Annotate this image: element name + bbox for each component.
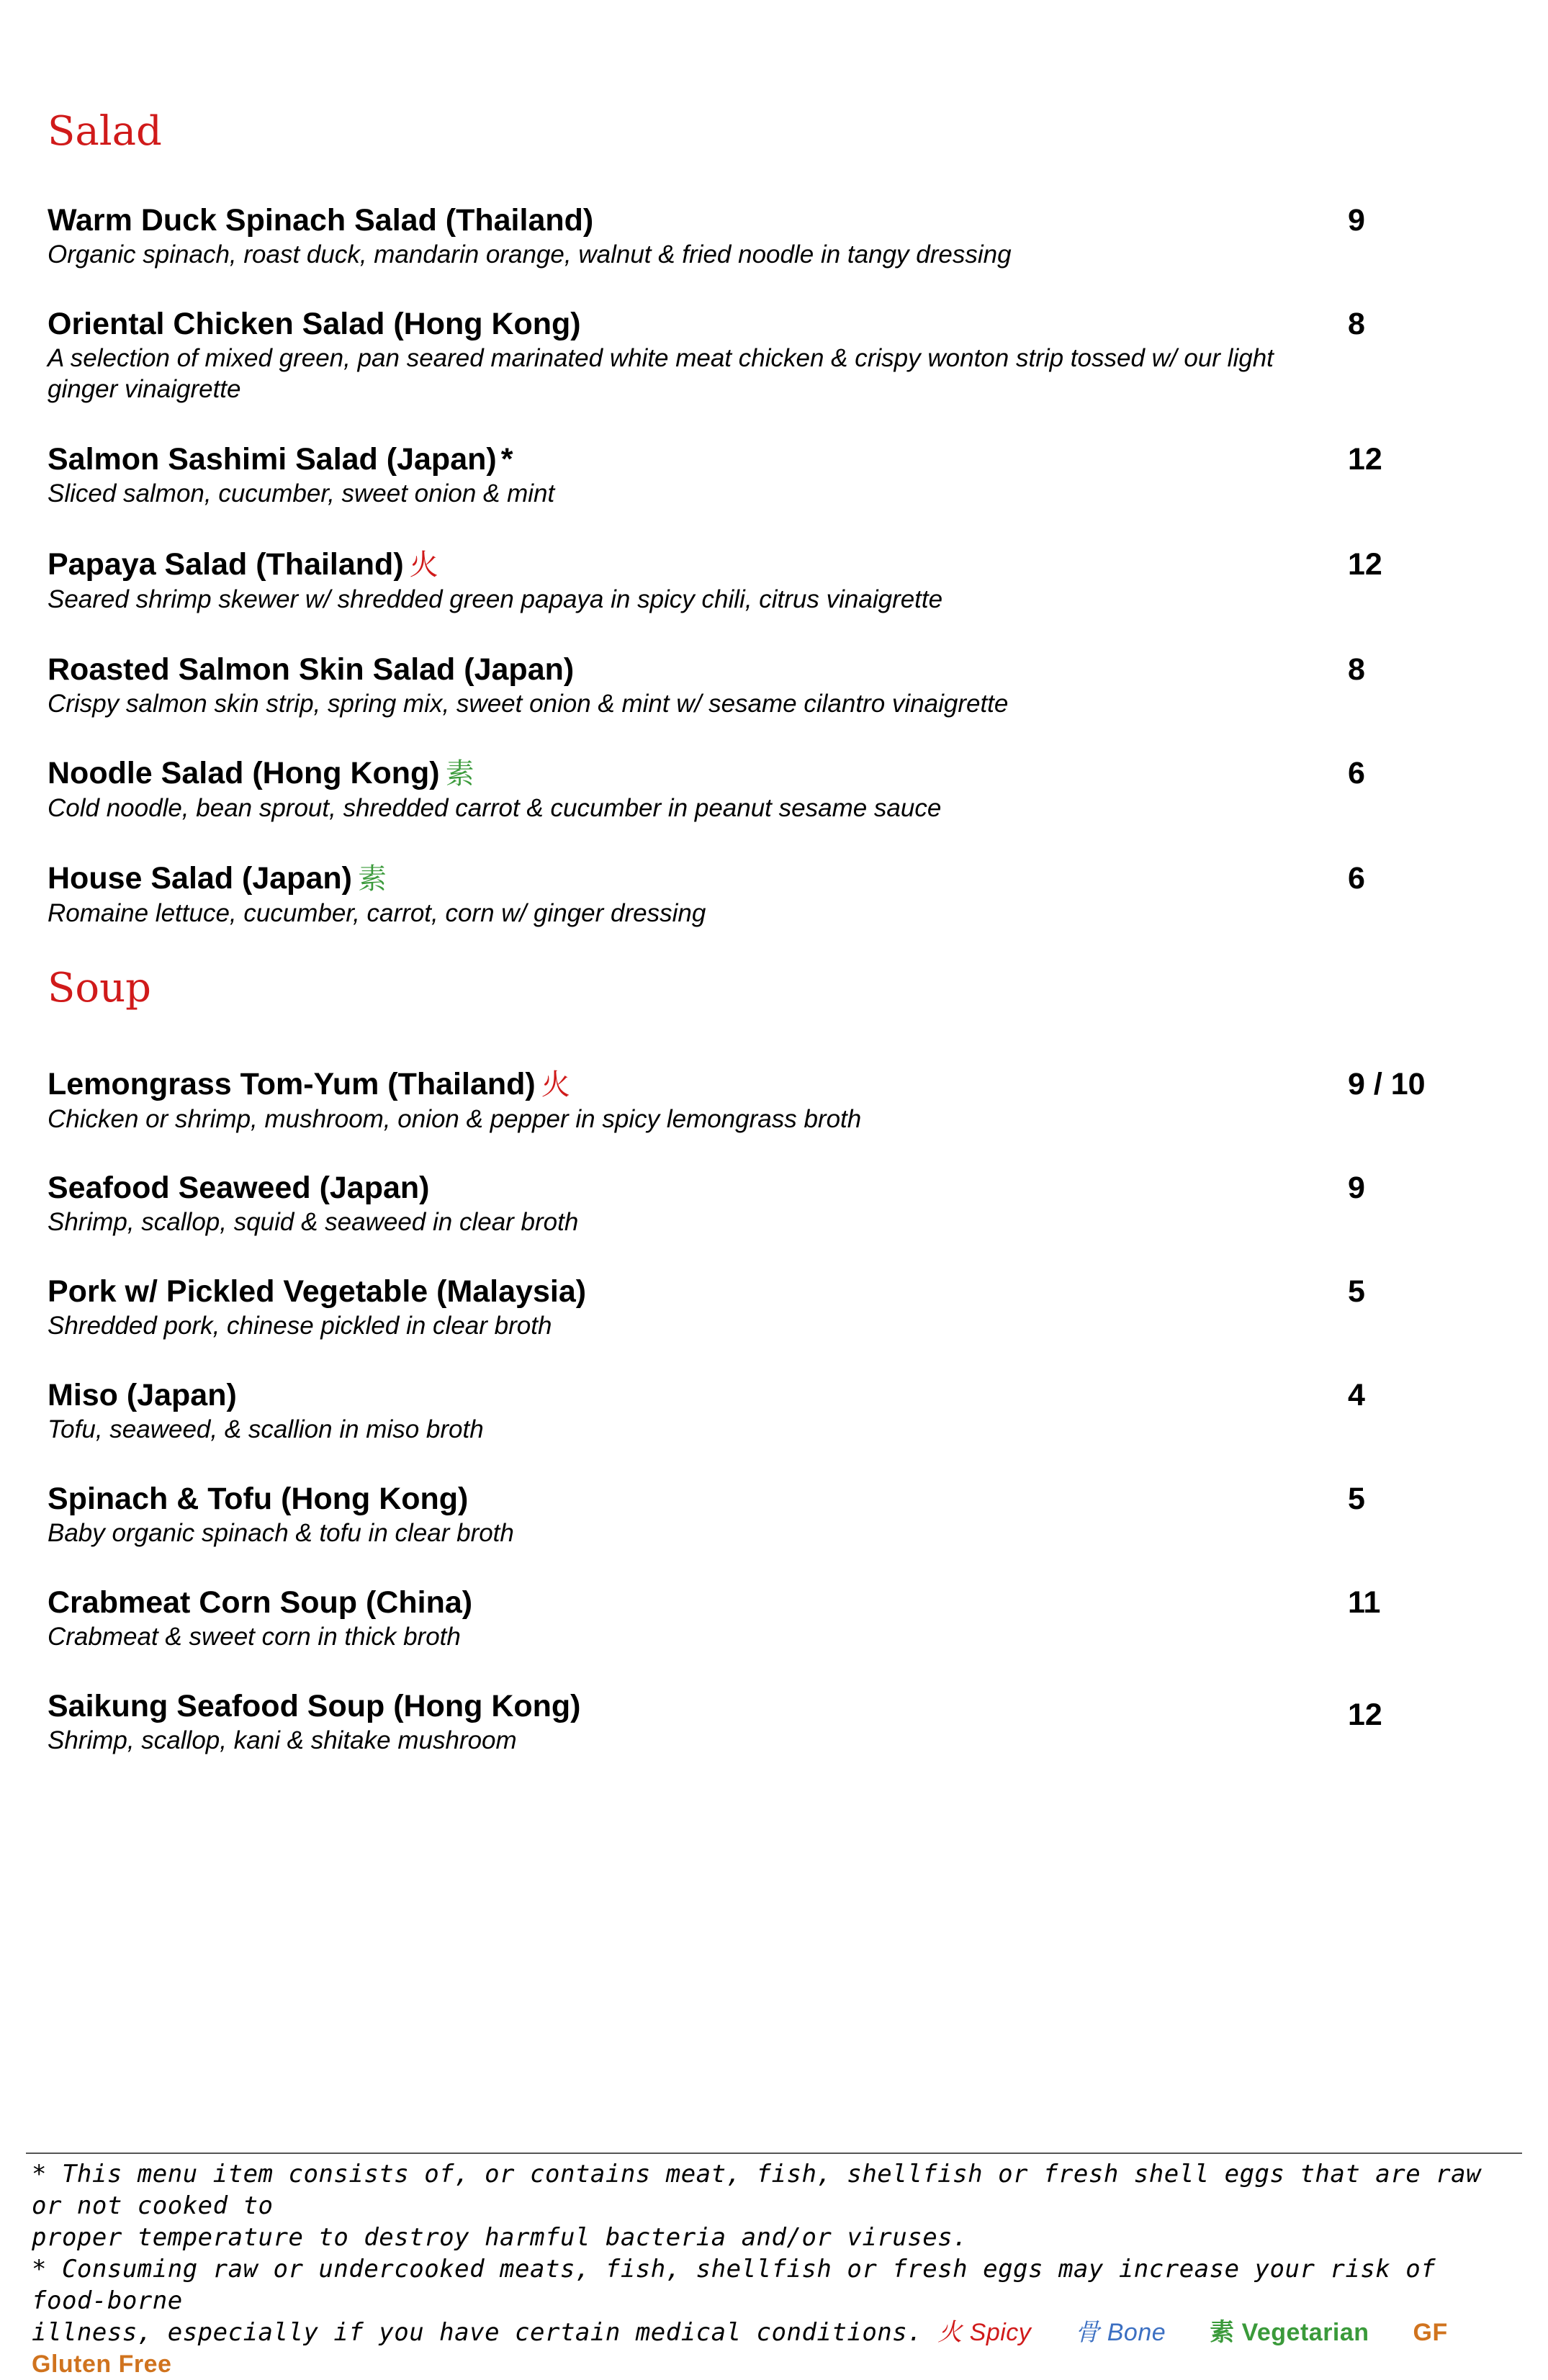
item-price: 12 [1348,547,1382,582]
menu-item [48,1687,1516,1756]
footer-disclaimer [32,2158,1522,2380]
menu-item [48,441,1516,509]
item-price: 8 [1348,307,1365,341]
disclaimer-line-with-legend [32,2317,1522,2380]
menu-item [48,754,1516,824]
menu-item [48,860,1516,929]
vegetarian-icon: 素 [357,863,387,895]
item-description: Shrimp, scallop, kani & shitake mushroom [48,1726,517,1754]
item-name: Spinach & Tofu (Hong Kong) [48,1482,469,1516]
item-price: 9 [1348,203,1365,238]
disclaimer-line: * Consuming raw or undercooked meats, fish, shellfish or fresh eggs may increase your risk of food-borne [32,2255,1436,2315]
item-description: Tofu, seaweed, & scallion in miso broth [48,1415,484,1443]
item-description: A selection of mixed green, pan seared marinated white meat chicken & crispy wonton strip tossed w/ our light ginger vinaigrette [48,344,1274,403]
item-name: Pork w/ Pickled Vegetable (Malaysia) [48,1274,587,1309]
menu-item [48,202,1516,270]
item-description: Cold noodle, bean sprout, shredded carrot & cucumber in peanut sesame sauce [48,794,942,822]
legend-vegetarian: 素 Vegetarian [1210,2319,1369,2346]
item-description: Crabmeat & sweet corn in thick broth [48,1623,461,1651]
item-name: Noodle Salad (Hong Kong) 素 [48,756,474,790]
item-name: Miso (Japan) [48,1378,237,1412]
item-description: Organic spinach, roast duck, mandarin orange, walnut & fried noodle in tangy dressing [48,240,1012,269]
item-price: 4 [1348,1378,1365,1412]
footer-divider [26,2153,1522,2154]
item-description: Romaine lettuce, cucumber, carrot, corn w/ ginger dressing [48,899,706,927]
item-name: Crabmeat Corn Soup (China) [48,1585,473,1620]
item-price: 6 [1348,756,1365,790]
item-price: 6 [1348,861,1365,896]
section-title-salad: Salad [48,108,162,155]
item-description: Baby organic spinach & tofu in clear broth [48,1519,514,1547]
legend-gluten-free: GF Gluten Free [32,2319,1448,2378]
item-description: Chicken or shrimp, mushroom, onion & pepper in spicy lemongrass broth [48,1105,862,1133]
item-price: 12 [1348,442,1382,477]
item-price: 9 / 10 [1348,1067,1426,1101]
section-title-soup: Soup [48,965,151,1011]
item-name: Warm Duck Spinach Salad (Thailand) [48,203,594,238]
menu-item [48,1376,1516,1445]
disclaimer-line: proper temperature to destroy harmful bacteria and/or viruses. [32,2223,968,2252]
menu-item [48,651,1516,719]
item-price: 8 [1348,652,1365,687]
menu-item [48,1273,1516,1341]
item-price: 11 [1348,1585,1381,1620]
legend-bone: 骨 Bone [1075,2319,1166,2346]
item-description: Shrimp, scallop, squid & seaweed in clear broth [48,1208,579,1236]
menu-item [48,1065,1516,1135]
menu-item [48,305,1516,405]
menu-item [48,1169,1516,1238]
item-price: 5 [1348,1482,1365,1516]
vegetarian-icon: 素 [445,758,474,790]
menu-item [48,1480,1516,1549]
item-name: House Salad (Japan) 素 [48,861,387,896]
item-name: Salmon Sashimi Salad (Japan) * [48,442,513,477]
item-name: Saikung Seafood Soup (Hong Kong) [48,1689,581,1723]
disclaimer-line: illness, especially if you have certain medical conditions. [32,2318,923,2347]
item-price: 9 [1348,1171,1365,1205]
item-name: Seafood Seaweed (Japan) [48,1171,430,1205]
item-description: Sliced salmon, cucumber, sweet onion & mint [48,479,555,508]
item-description: Crispy salmon skin strip, spring mix, sweet onion & mint w/ sesame cilantro vinaigrette [48,690,1009,718]
item-name: Lemongrass Tom-Yum (Thailand) 火 [48,1067,570,1101]
item-description: Seared shrimp skewer w/ shredded green papaya in spicy chili, citrus vinaigrette [48,585,943,613]
item-description: Shredded pork, chinese pickled in clear broth [48,1312,552,1340]
item-price: 12 [1348,1698,1382,1732]
item-name: Oriental Chicken Salad (Hong Kong) [48,307,581,341]
disclaimer-line: * This menu item consists of, or contains meat, fish, shellfish or fresh shell eggs that are raw or not cooked to [32,2160,1482,2220]
item-name: Roasted Salmon Skin Salad (Japan) [48,652,575,687]
raw-item-marker: * [500,442,513,477]
legend-spicy: 火 Spicy [937,2319,1032,2346]
menu-item [48,546,1516,615]
item-price: 5 [1348,1274,1365,1309]
item-name: Papaya Salad (Thailand) 火 [48,547,438,582]
spicy-icon: 火 [541,1069,570,1101]
spicy-icon: 火 [409,549,438,581]
menu-item [48,1584,1516,1652]
